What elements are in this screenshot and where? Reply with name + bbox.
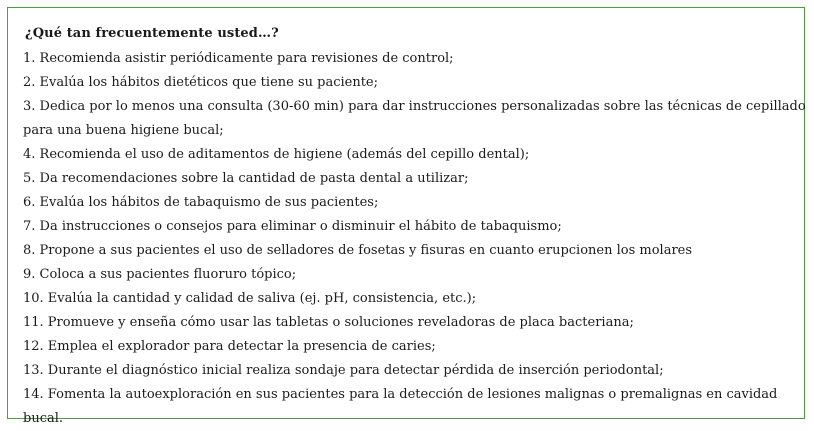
question-item-7: 7. Da instrucciones o consejos para eliminar o disminuir el hábito de tabaquismo; <box>23 219 562 234</box>
questionnaire-title: ¿Qué tan frecuentemente usted…? <box>25 26 279 41</box>
question-item-5: 5. Da recomendaciones sobre la cantidad de pasta dental a utilizar; <box>23 171 469 186</box>
question-item-3: 3. Dedica por lo menos una consulta (30-60 min) para dar instrucciones personalizadas sobre las técnicas de cepillado para una buena higiene bucal; <box>23 99 806 138</box>
question-item-2: 2. Evalúa los hábitos dietéticos que tiene su paciente; <box>23 75 379 90</box>
question-item-10: 10. Evalúa la cantidad y calidad de saliva (ej. pH, consistencia, etc.); <box>23 291 477 306</box>
question-list <box>23 47 808 431</box>
question-item-13: 13. Durante el diagnóstico inicial realiza sondaje para detectar pérdida de inserción periodontal; <box>23 363 664 378</box>
question-item-4: 4. Recomienda el uso de aditamentos de higiene (además del cepillo dental); <box>23 147 530 162</box>
question-item-6: 6. Evalúa los hábitos de tabaquismo de sus pacientes; <box>23 195 379 210</box>
question-item-12: 12. Emplea el explorador para detectar la presencia de caries; <box>23 339 436 354</box>
question-item-11: 11. Promueve y enseña cómo usar las tabletas o soluciones reveladoras de placa bacteriana; <box>23 315 634 330</box>
question-item-8: 8. Propone a sus pacientes el uso de selladores de fosetas y fisuras en cuanto erupcionen los molares <box>23 243 693 258</box>
question-item-14: 14. Fomenta la autoexploración en sus pacientes para la detección de lesiones malignas o premalignas en cavidad bucal. <box>23 387 778 426</box>
question-item-9: 9. Coloca a sus pacientes fluoruro tópico; <box>23 267 297 282</box>
question-item-1: 1. Recomienda asistir periódicamente para revisiones de control; <box>23 51 454 66</box>
